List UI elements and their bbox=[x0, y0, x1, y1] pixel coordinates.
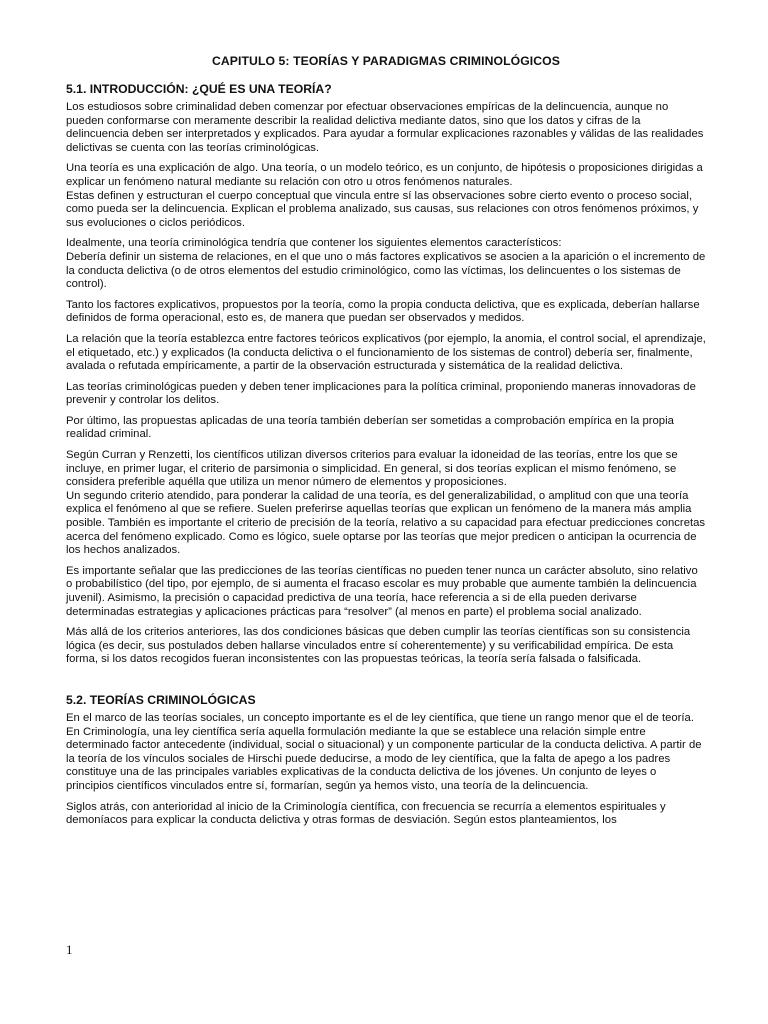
paragraph: Siglos atrás, con anterioridad al inicio de la Criminología científica, con frecuencia se recurría a elementos espirituales y demoníacos para explicar la conducta delictiva y otras formas de desviación. Según estos planteamientos, los bbox=[66, 800, 666, 827]
paragraph: En el marco de las teorías sociales, un concepto importante es el de ley científica, que tiene un rango menor que el de teoría. En Criminología, una ley científica sería aquella formulación mediante la que se establece una relación simple entre determinado factor antecedente (individual, social o situacional) y un componente particular de la conducta delictiva. A partir de la teoría de los vínculos sociales de Hirschi puede deducirse, a modo de ley científica, que la falta de apego a los padres constituye una de las principales variables explicativas de la conducta delictiva de los jóvenes. Un conjunto de leyes o principios científicos vinculados entre sí, formarían, según ya hemos visto, una teoría de la delincuencia. bbox=[66, 711, 702, 792]
paragraph: Es importante señalar que las predicciones de las teorías científicas no pueden tener nunca un carácter absoluto, sino relativo o probabilístico (del tipo, por ejemplo, de si aumenta el fracaso escolar es muy probable que aumente también la delincuencia juvenil). Asimismo, la precisión o capacidad predictiva de una teoría, hace referencia a si de ella pueden derivarse determinadas estrategias y aplicaciones prácticas para “resolver” (al menos en parte) el problema social analizado. bbox=[66, 564, 698, 618]
paragraph: Por último, las propuestas aplicadas de una teoría también deberían ser sometidas a comprobación empírica en la propia realidad criminal. bbox=[66, 414, 674, 441]
section-2-title: 5.2. TEORÍAS CRIMINOLÓGICAS bbox=[66, 692, 256, 707]
paragraph: Según Curran y Renzetti, los científicos utilizan diversos criterios para evaluar la idoneidad de las teorías, entre los que se incluye, en primer lugar, el criterio de parsimonia o simplicidad. En general, si dos teorías explican el mismo fenómeno, se considera preferible aquélla que utiliza un menor número de elementos y proposiciones. Un segundo criterio atendido, para ponderar la calidad de una teoría, es del generalizabilidad, o amplitud con que una teoría explica el fenómeno al que se refiere. Suelen preferirse aquellas teorías que explican un fenómeno de la manera más amplia posible. También es importante el criterio de precisión de la teoría, relativo a su capacidad para efectuar predicciones concretas acerca del fenómeno explicado. Como es lógico, suele optarse por las teorías que mejor predicen o anticipan la ocurrencia de los hechos analizados. bbox=[66, 449, 706, 557]
page-number: 1 bbox=[66, 942, 73, 957]
document-page bbox=[66, 54, 706, 835]
paragraph: Los estudiosos sobre criminalidad deben comenzar por efectuar observaciones empíricas de la delincuencia, aunque no pueden conformarse con meramente describir la realidad delictiva mediante datos, sino que los datos y cifras de la delincuencia deben ser interpretados y explicados. Para ayudar a formular explicaciones razonables y válidas de las realidades delictivas se cuenta con las teorías criminológicas. bbox=[66, 101, 704, 154]
chapter-title: CAPITULO 5: TEORÍAS Y PARADIGMAS CRIMINOLÓGICOS bbox=[211, 54, 560, 68]
paragraph: Una teoría es una explicación de algo. Una teoría, o un modelo teórico, es un conjunto, de hipótesis o proposiciones dirigidas a explicar un fenómeno natural mediante su relación con otro u otros fenómenos naturales. Estas definen y estructuran el cuerpo conceptual que vincula entre sí las observaciones sobre cierto evento o proceso social, como pueda ser la delincuencia. Explican el problema analizado, sus causas, sus relaciones con otros fenómenos próximos, y sus evoluciones o ciclos periódicos. bbox=[66, 162, 703, 229]
paragraph: La relación que la teoría establezca entre factores teóricos explicativos (por ejemplo, la anomia, el control social, el aprendizaje, el etiquetado, etc.) y explicados (la conducta delictiva o el funcionamiento de los sistemas de control) debería ser, finalmente, avalada o refutada empíricamente, a partir de la observación estructurada y sistemática de la realidad delictiva. bbox=[66, 332, 706, 373]
section-1-body bbox=[66, 101, 706, 667]
section-1-title: 5.1. INTRODUCCIÓN: ¿QUÉ ES UNA TEORÍA? bbox=[66, 82, 332, 96]
paragraph: Idealmente, una teoría criminológica tendría que contener los siguientes elementos característicos: Debería definir un sistema de relaciones, en el que uno o más factores explicativos se asocien a la aparición o el incremento de la conducta delictiva (o de otros elementos del estudio criminológico, como las víctimas, los delincuentes o los sistemas de control). bbox=[66, 237, 706, 291]
paragraph: Tanto los factores explicativos, propuestos por la teoría, como la propia conducta delictiva, que es explicada, deberían hallarse definidos de forma operacional, esto es, de manera que puedan ser observados y medidos. bbox=[66, 298, 700, 325]
paragraph: Más allá de los criterios anteriores, las dos condiciones básicas que deben cumplir las teorías científicas son su consistencia lógica (es decir, sus postulados deben hallarse vinculados entre sí coherentemente) y su verificabilidad empírica. De esta forma, si los datos recogidos fueran inconsistentes con las propuestas teóricas, la teoría sería falsada o falsificada. bbox=[66, 626, 691, 666]
section-2-body bbox=[66, 712, 706, 828]
paragraph: Las teorías criminológicas pueden y deben tener implicaciones para la política criminal, proponiendo maneras innovadoras de prevenir y controlar los delitos. bbox=[66, 380, 696, 407]
